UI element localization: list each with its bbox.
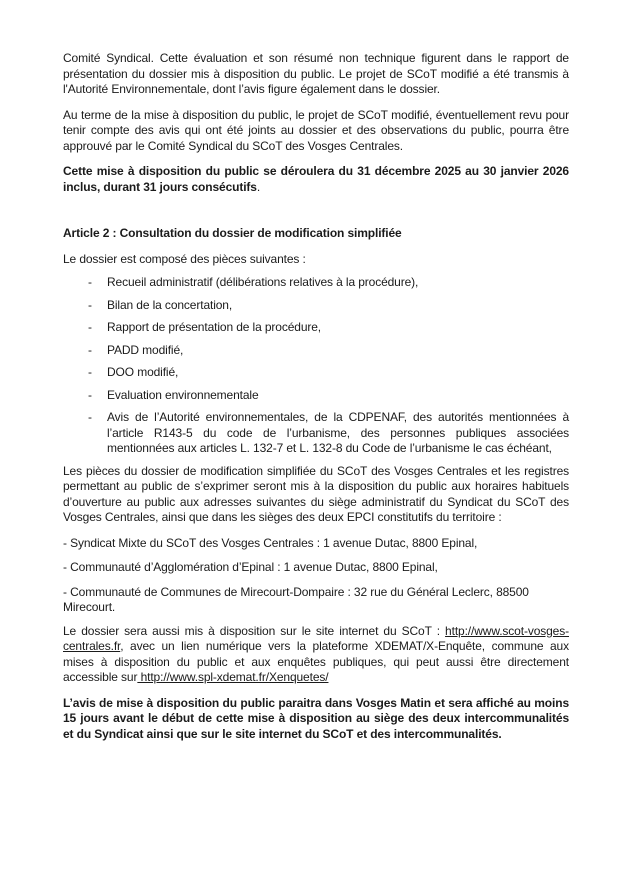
dossier-pieces-list <box>63 275 569 457</box>
list-item <box>63 275 569 291</box>
list-item <box>63 320 569 336</box>
list-item <box>63 388 569 404</box>
paragraph-consultation-lieux: Les pièces du dossier de modification simplifiée du SCoT des Vosges Centrales et les registres permettant au public de s’exprimer seront mis à la disposition du public aux horaires habituels d’ouverture au public aux adresses suivantes du siège administratif du Syndicat du SCoT des Vosges Centrales, ainsi que dans les sièges des deux EPCI constitutifs du territoire : <box>63 463 569 524</box>
list-item-text: Avis de l’Autorité environnementales, de la CDPENAF, des autorités mentionnées à l’article R143-5 du code de l’urbanisme, des personnes publiques associées mentionnées aux articles L. 132-7 et L. 132-8 du Code de l’urbanisme le cas échéant, <box>107 410 569 455</box>
list-item <box>63 410 569 457</box>
paragraph-evaluation: Comité Syndical. Cette évaluation et son résumé non technique figurent dans le rapport de présentation du dossier mis à disposition du public. Le projet de SCoT modifié a été transmis à l'Autorité Environnementale, dont l’avis figure également dans le dossier. <box>63 51 569 96</box>
list-item-text: Bilan de la concertation, <box>107 297 233 312</box>
list-item-text: PADD modifié, <box>107 342 184 357</box>
bullet-dash: - <box>88 342 92 357</box>
bullet-dash: - <box>88 297 92 312</box>
article-2-heading: Article 2 : Consultation du dossier de modification simplifiée <box>63 226 402 240</box>
web-text-pre: Le dossier sera aussi mis à disposition sur le site internet du SCoT : <box>63 623 446 638</box>
list-item <box>63 343 569 359</box>
paragraph-avis-publication: L’avis de mise à disposition du public paraitra dans Vosges Matin et sera affiché au moins 15 jours avant le début de cette mise à disposition au siège des deux intercommunalités et du Syndicat ainsi que sur le site internet du SCoT et des intercommunalités. <box>63 695 569 741</box>
list-item <box>63 298 569 314</box>
dates-period: . <box>256 179 261 194</box>
paragraph-dates <box>63 164 569 195</box>
paragraph-site-internet <box>63 624 569 686</box>
web-text-mid: , avec un lien numérique vers la plateforme XDEMAT/X-Enquête, commune aux mises à disposition du public et aux enquêtes publiques, qui peut aussi être directement accessible sur <box>63 639 569 684</box>
bullet-dash: - <box>88 320 92 334</box>
list-item <box>63 365 569 381</box>
address-mirecourt-dompaire: - Communauté de Communes de Mirecourt-Dompaire : 32 rue du Général Leclerc, 88500 Mirecourt. <box>63 584 529 614</box>
bullet-dash: - <box>88 387 92 402</box>
list-item-text: DOO modifié, <box>107 365 179 379</box>
scot-vosges-centrales-link[interactable]: http://www.scot-vosges-centrales.fr <box>63 623 569 653</box>
dossier-intro: Le dossier est composé des pièces suivantes : <box>63 251 306 266</box>
list-item-text: Evaluation environnementale <box>107 387 259 402</box>
list-item-text: Rapport de présentation de la procédure, <box>107 320 322 334</box>
bullet-dash: - <box>88 410 92 424</box>
spl-xdemat-link[interactable]: http://www.spl-xdemat.fr/Xenquetes/ <box>137 670 329 684</box>
bullet-dash: - <box>88 365 92 379</box>
paragraph-approbation: Au terme de la mise à disposition du public, le projet de SCoT modifié, éventuellement revu pour tenir compte des avis qui ont été joints au dossier et des observations du public, pourra être approuvé par le Comité Syndical du SCoT des Vosges Centrales. <box>63 107 569 153</box>
list-item-text: Recueil administratif (délibérations relatives à la procédure), <box>107 275 419 289</box>
bullet-dash: - <box>88 275 92 289</box>
address-syndicat-mixte: - Syndicat Mixte du SCoT des Vosges Centrales : 1 avenue Dutac, 8800 Epinal, <box>63 535 478 550</box>
dates-bold-text: Cette mise à disposition du public se déroulera du 31 décembre 2025 au 30 janvier 2026 inclus, durant 31 jours consécutifs <box>63 164 569 194</box>
address-agglomeration-epinal: - Communauté d’Agglomération d’Epinal : 1 avenue Dutac, 8800 Epinal, <box>63 560 438 574</box>
